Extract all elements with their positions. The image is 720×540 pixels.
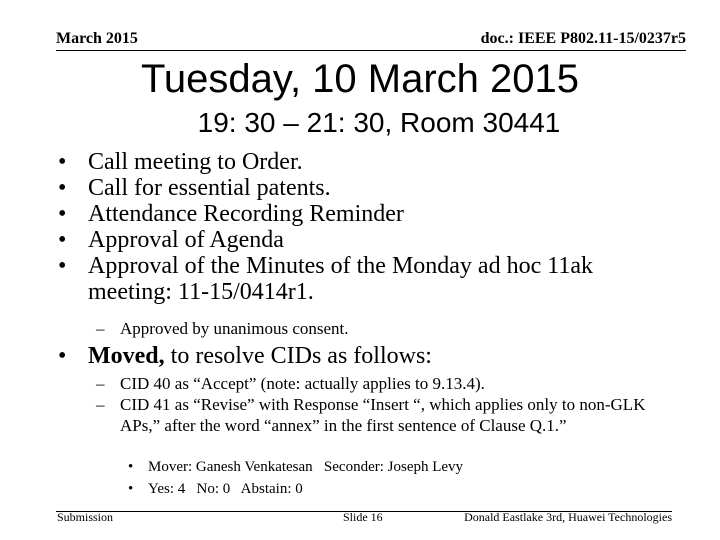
minutes-result-text: Approved by unanimous consent. [120, 319, 349, 338]
header-date: March 2015 [56, 30, 138, 47]
vote-line [128, 478, 463, 500]
mover-line [128, 456, 463, 478]
moved-label: Moved, [88, 343, 165, 369]
agenda-item [56, 227, 676, 253]
cid-item-text: CID 40 as “Accept” (note: actually applies to 9.13.4). [120, 374, 485, 393]
bullet-icon: • [58, 175, 67, 201]
vote-line-text: Yes: 4 No: 0 Abstain: 0 [148, 481, 303, 497]
cid-item-text: CID 41 as “Revise” with Response “Insert “, which applies only to non-GLK APs,” after the word “annex” in the first sentence of Clause Q.1.” [120, 395, 646, 435]
vote-list [128, 456, 463, 500]
cid-item [96, 373, 666, 394]
agenda-item [56, 149, 676, 175]
bullet-icon: • [58, 201, 67, 227]
header-rule [56, 50, 686, 51]
dash-icon: – [96, 319, 105, 338]
motion-item [56, 343, 676, 369]
agenda-item [56, 253, 676, 305]
header-doc-number: doc.: IEEE P802.11-15/0237r5 [480, 30, 686, 47]
dash-icon: – [96, 395, 105, 414]
agenda-item [56, 175, 676, 201]
agenda-item [56, 201, 676, 227]
bullet-icon: • [128, 459, 134, 475]
cid-list [96, 373, 666, 436]
agenda-item-text: Call meeting to Order. [88, 149, 303, 175]
agenda-item-text: Approval of Agenda [88, 227, 284, 253]
motion-list [56, 343, 676, 369]
bullet-icon: • [58, 253, 67, 279]
slide-subtitle: 19: 30 – 21: 30, Room 30441 [197, 107, 561, 138]
minutes-result [96, 318, 666, 339]
footer-author: Donald Eastlake 3rd, Huawei Technologies [464, 510, 672, 524]
dash-icon: – [96, 374, 105, 393]
moved-text: to resolve CIDs as follows: [164, 343, 432, 369]
bullet-icon: • [58, 227, 67, 253]
agenda-item-text: Call for essential patents. [88, 175, 331, 201]
bullet-icon: • [58, 149, 67, 175]
minutes-sublist [96, 318, 666, 339]
mover-line-text: Mover: Ganesh Venkatesan Seconder: Joseph Levy [148, 459, 464, 475]
footer-slide-number: Slide 16 [343, 510, 383, 524]
agenda-item-text: Approval of the Minutes of the Monday ad hoc 11ak meeting: 11-15/0414r1. [88, 253, 593, 305]
agenda-item-text: Attendance Recording Reminder [88, 201, 404, 227]
cid-item [96, 394, 666, 436]
agenda-list [56, 149, 676, 305]
bullet-icon: • [128, 481, 134, 497]
bullet-icon: • [58, 343, 67, 369]
slide-title: Tuesday, 10 March 2015 [140, 57, 580, 101]
footer-submission: Submission [57, 510, 114, 524]
